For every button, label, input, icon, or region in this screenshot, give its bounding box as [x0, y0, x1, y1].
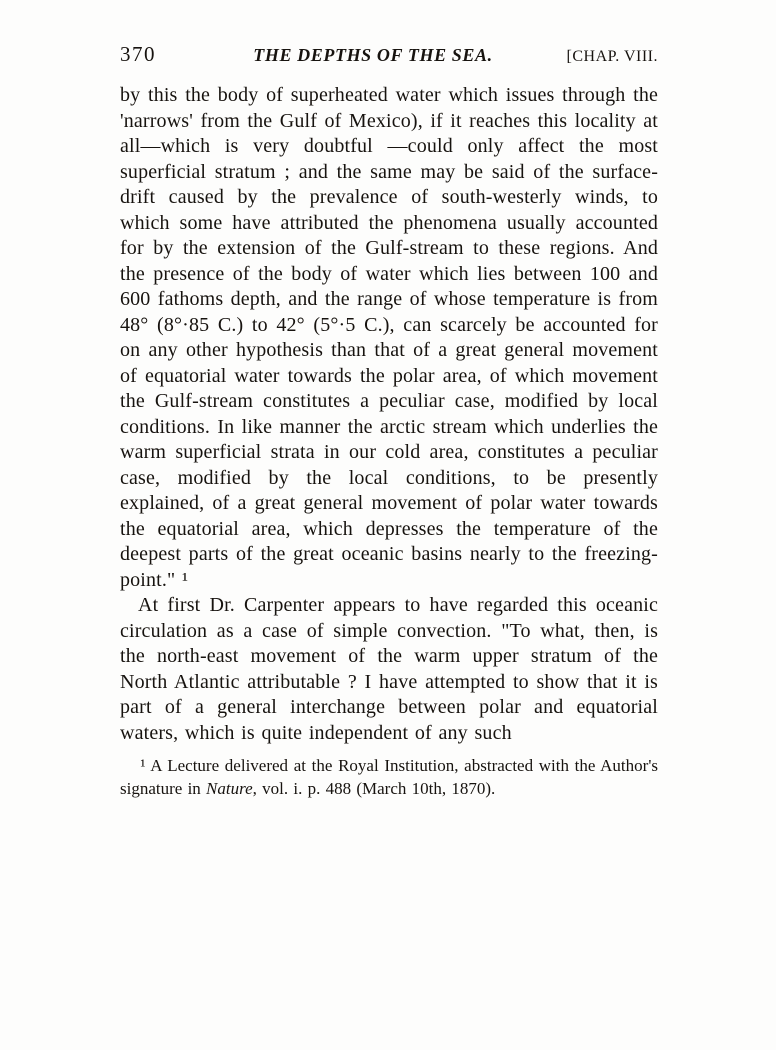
paragraph-continuation: by this the body of superheated water which issues through the 'narrows' from the Gulf of Mexico), if it reaches this locality at all—which is very doubtful —could only affect the most superficial stratum ; and the same may be said of the surface-drift caused by the prevalence of south-westerly winds, to which some have attributed the phenomena usually accounted for by the extension of the Gulf-stream to these regions. And the presence of the body of water which lies between 100 and 600 fathoms depth, and the range of whose temperature is from 48° (8°·85 C.) to 42° (5°·5 C.), can scarcely be accounted for on any other hypothesis than that of a great general movement of equatorial water towards the polar area, of which movement the Gulf-stream constitutes a peculiar case, modified by local conditions. In like manner the arctic stream which underlies the warm superficial strata in our cold area, constitutes a peculiar case, modified by the local conditions, to be presently explained, of a great general movement of polar water towards the equatorial area, which depresses the temperature of the deepest parts of the great oceanic basins nearly to the freezing-point." ¹: [120, 84, 658, 591]
running-title: THE DEPTHS OF THE SEA.: [253, 45, 493, 65]
page-body: [120, 83, 658, 746]
chapter-label: [CHAP. VIII.: [566, 48, 658, 65]
footnote-text: [120, 754, 658, 800]
footnote-part1: ¹ A Lecture delivered at the Royal Institution, abstracted with the Author's signature in: [120, 756, 658, 798]
paragraph-carpenter: At first Dr. Carpenter appears to have regarded this oceanic circulation as a case of simple convection. "To what, then, is the north-east movement of the warm upper stratum of the North Atlantic attributable ? I have attempted to show that it is part of a general interchange between polar and equatorial waters, which is quite independent of any such: [120, 594, 658, 744]
footnote-part2: , vol. i. p. 488 (March 10th, 1870).: [252, 779, 496, 798]
page-header: [120, 42, 658, 67]
page-footnote: [120, 754, 658, 800]
page-number: 370: [120, 42, 156, 66]
footnote-journal-name: Nature: [206, 779, 253, 798]
